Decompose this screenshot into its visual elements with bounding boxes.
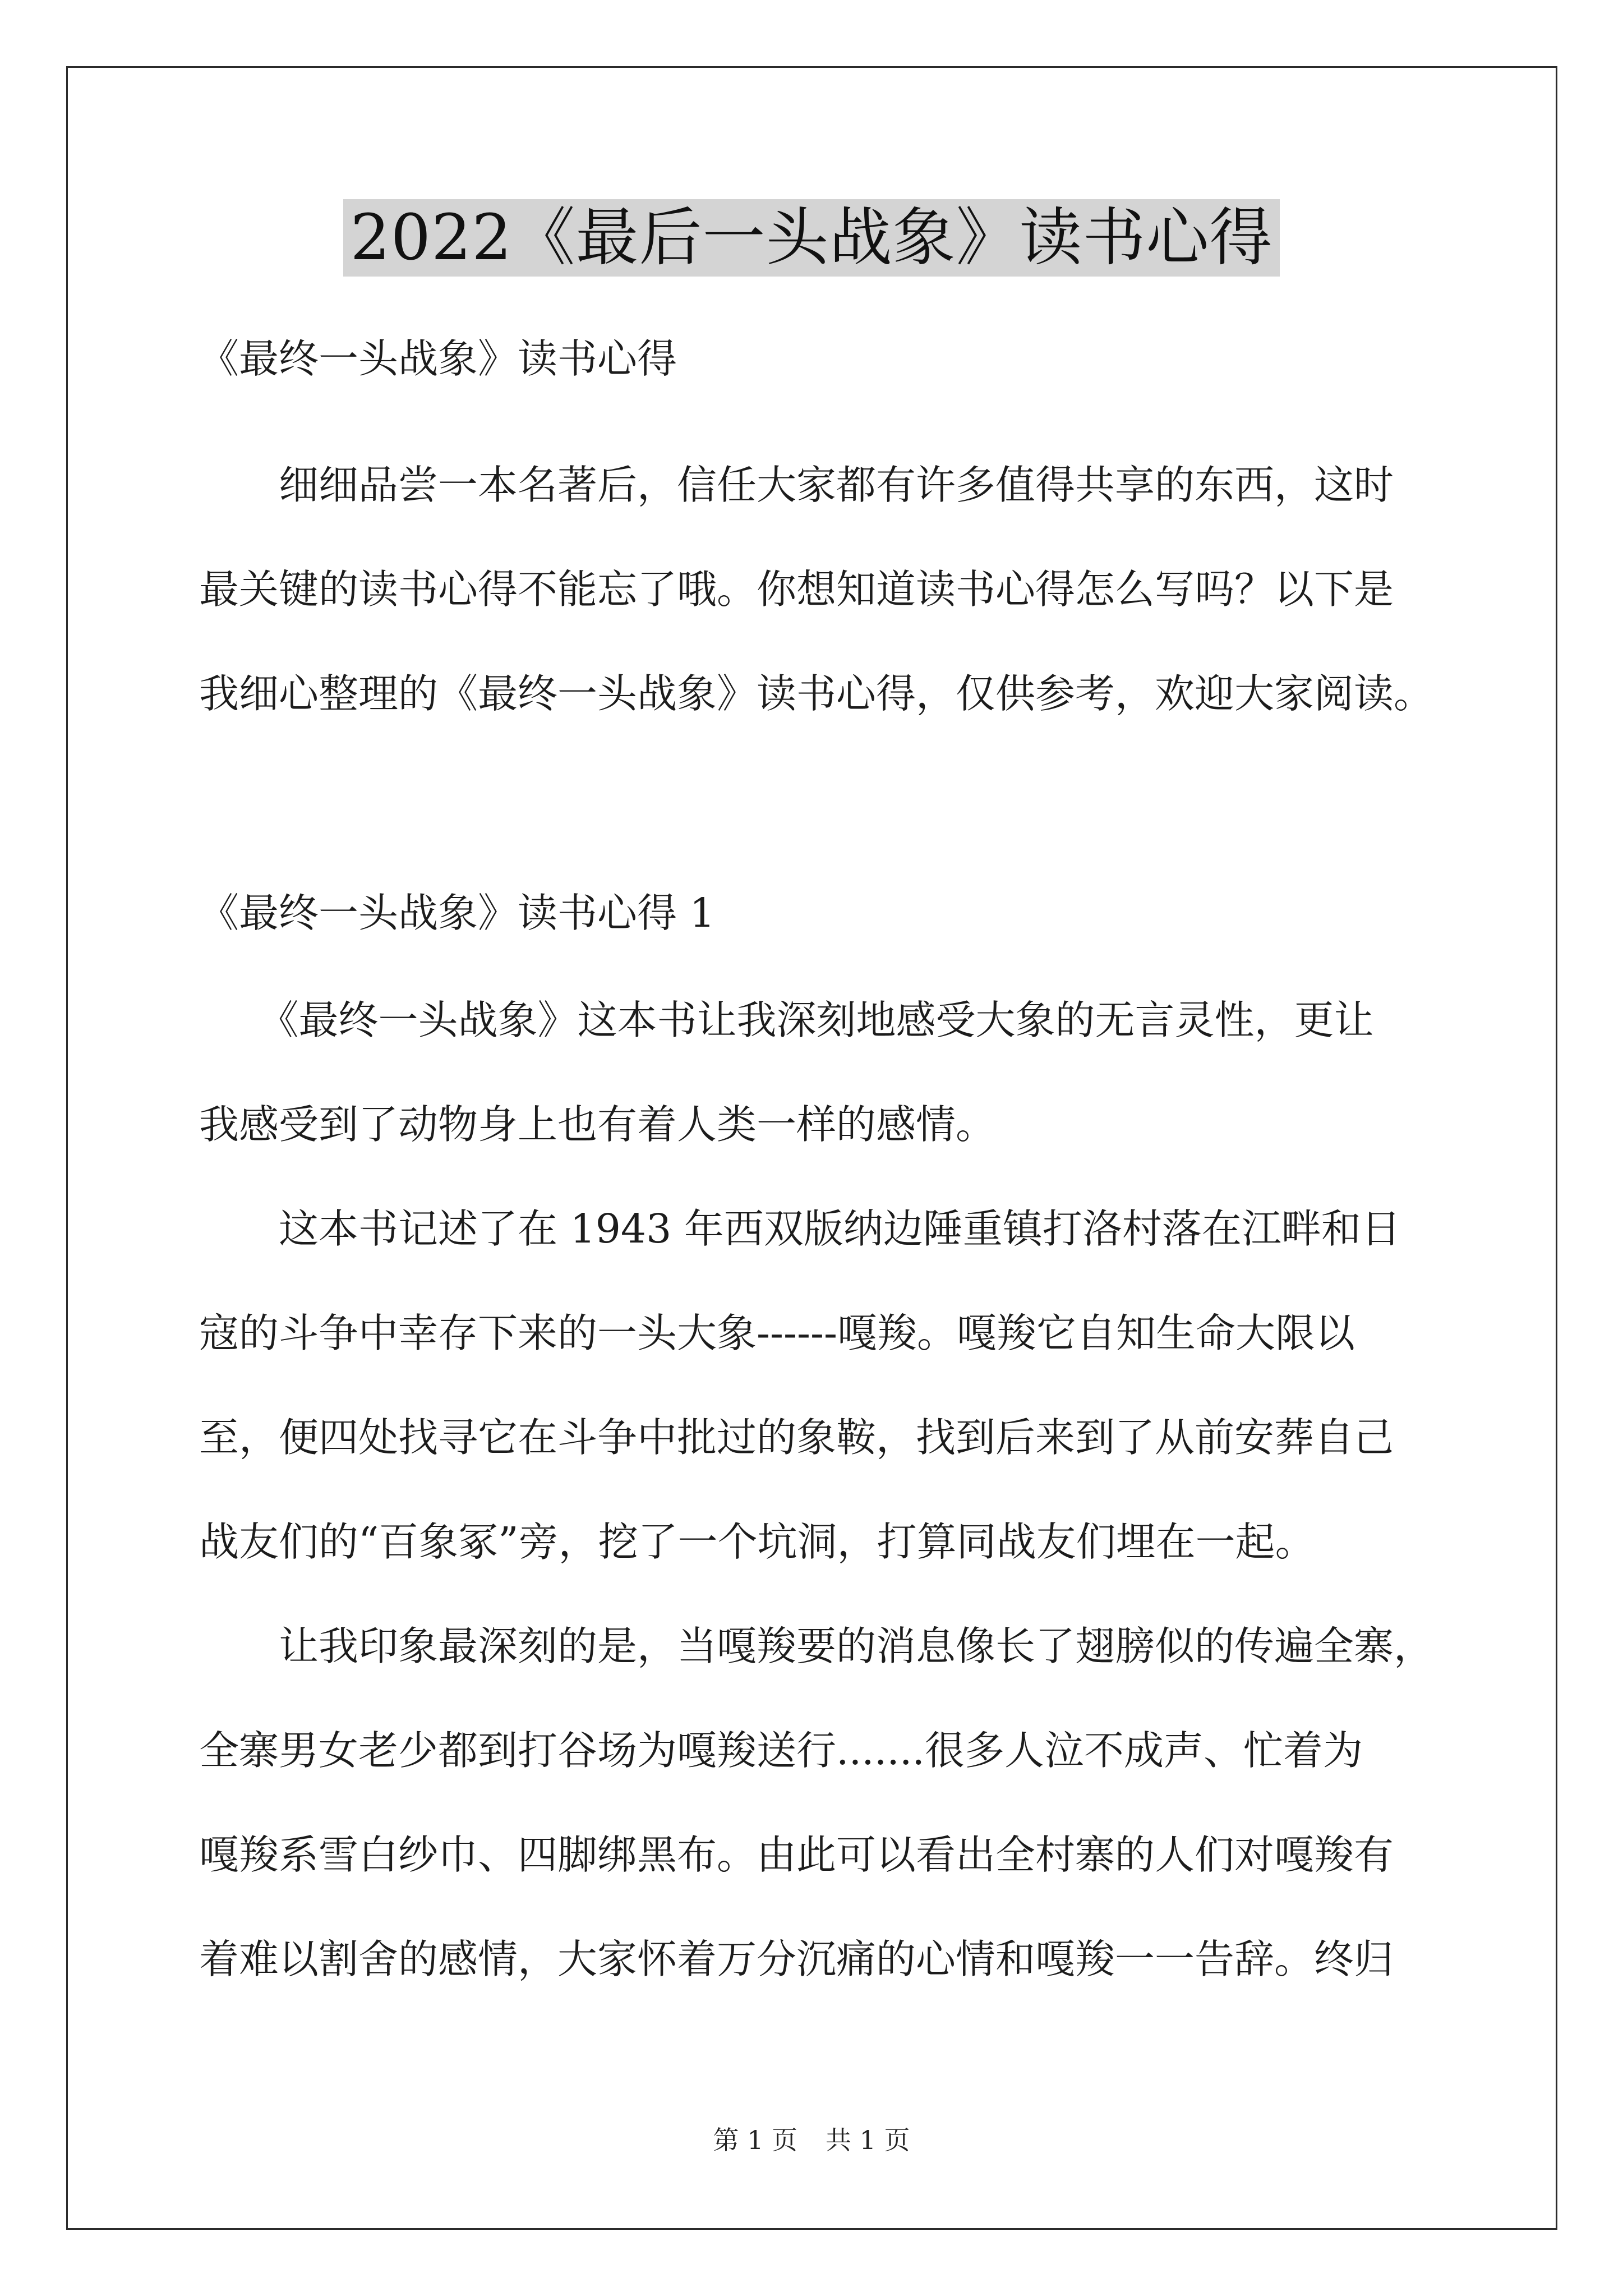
paragraph-line: 这本书记述了在 1943 年西双版纳边陲重镇打洛村落在江畔和日 — [199, 1205, 1401, 1252]
paragraph-line: 全寨男女老少都到打谷场为嘎羧送行.......很多人泣不成声、忙着为 — [199, 1727, 1363, 1774]
paragraph-line: 让我印象最深刻的是，当嘎羧要的消息像长了翅膀似的传遍全寨， — [199, 1623, 1434, 1669]
paragraph-line: 细细品尝一本名著后，信任大家都有许多值得共享的东西，这时 — [199, 462, 1394, 508]
subtitle-line: 《最终一头战象》读书心得 — [199, 335, 677, 382]
paragraph-line: 嘎羧系雪白纱巾、四脚绑黑布。由此可以看出全村寨的人们对嘎羧有 — [199, 1832, 1394, 1878]
section-heading: 《最终一头战象》读书心得 1 — [199, 890, 715, 936]
paragraph-line: 最关键的读书心得不能忘了哦。你想知道读书心得怎么写吗？以下是 — [199, 566, 1394, 613]
paragraph-line: 战友们的“百象冢”旁，挖了一个坑洞，打算同战友们埋在一起。 — [199, 1519, 1315, 1565]
page-number-current: 第 1 页 — [713, 2125, 797, 2155]
title-container — [0, 199, 1623, 277]
page-footer — [0, 2123, 1623, 2157]
paragraph-line: 寇的斗争中幸存下来的一头大象------嘎羧。嘎羧它自知生命大限以 — [199, 1310, 1355, 1356]
page-number-total: 共 1 页 — [826, 2125, 910, 2155]
paragraph-line: 我细心整理的《最终一头战象》读书心得，仅供参考，欢迎大家阅读。 — [199, 670, 1434, 717]
paragraph-line: 着难以割舍的感情，大家怀着万分沉痛的心情和嘎羧一一告辞。终归 — [199, 1936, 1394, 1982]
paragraph-line: 《最终一头战象》这本书让我深刻地感受大象的无言灵性，更让 — [199, 997, 1374, 1043]
paragraph-line: 我感受到了动物身上也有着人类一样的感情。 — [199, 1101, 996, 1148]
document-title: 2022《最后一头战象》读书心得 — [343, 199, 1279, 277]
paragraph-line: 至，便四处找寻它在斗争中批过的象鞍，找到后来到了从前安葬自己 — [199, 1414, 1394, 1461]
